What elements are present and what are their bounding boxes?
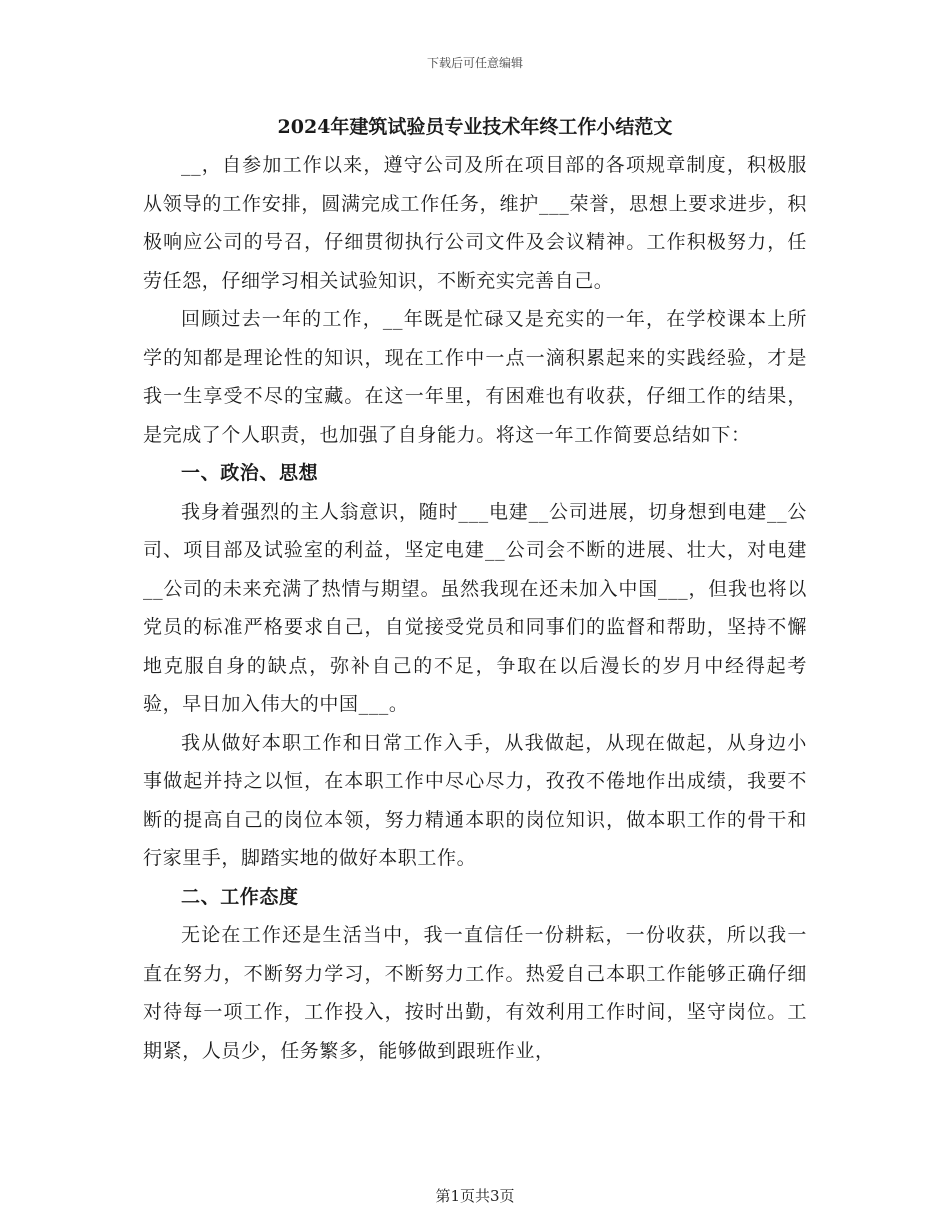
page-header-note: 下载后可任意编辑 (426, 56, 523, 70)
document-title: 2024年建筑试验员专业技术年终工作小结范文 (277, 116, 673, 138)
paragraph-attitude: 无论在工作还是生活当中，我一直信任一份耕耘，一份收获，所以我一直在努力，不断努力学习，不断努力工作。热爱自己本职工作能够正确仔细对待每一项工作，工作投入，按时出勤，有效利用工作时间，坚守岗位。工期紧，人员少，任务繁多，能够做到跟班作业， (143, 924, 807, 1062)
section-heading-attitude: 二、工作态度 (181, 885, 299, 908)
paragraph-duty: 我从做好本职工作和日常工作入手，从我做起，从现在做起，从身边小事做起并持之以恒，在本职工作中尽心尽力，孜孜不倦地作出成绩，我要不断的提高自己的岗位本领，努力精通本职的岗位知识，做本职工作的骨干和行家里手，脚踏实地的做好本职工作。 (143, 731, 807, 869)
paragraph-review: 回顾过去一年的工作，__年既是忙碌又是充实的一年，在学校课本上所学的知都是理论性的知识，现在工作中一点一滴积累起来的实践经验，才是我一生享受不尽的宝藏。在这一年里，有困难也有收获，仔细工作的结果，是完成了个人职责，也加强了自身能力。将这一年工作简要总结如下： (143, 308, 807, 446)
section-heading-politics: 一、政治、思想 (181, 462, 319, 484)
paragraph-politics: 我身着强烈的主人翁意识，随时___电建__公司进展，切身想到电建__公司、项目部及试验室的利益，坚定电建__公司会不断的进展、壮大，对电建__公司的未来充满了热情与期望。虽然我现在还未加入中国___，但我也将以党员的标准严格要求自己，自觉接受党员和同事们的监督和帮助，坚持不懈地克服自身的缺点，弥补自己的不足，争取在以后漫长的岁月中经得起考验，早日加入伟大的中国___。 (143, 500, 807, 715)
page-number: 第1页共3页 (435, 1187, 515, 1205)
paragraph-intro: __，自参加工作以来，遵守公司及所在项目部的各项规章制度，积极服从领导的工作安排，圆满完成工作任务，维护___荣誉，思想上要求进步，积极响应公司的号召，仔细贯彻执行公司文件及会议精神。工作积极努力，任劳任怨，仔细学习相关试验知识，不断充实完善自己。 (143, 154, 807, 292)
document-body (143, 112, 807, 1070)
